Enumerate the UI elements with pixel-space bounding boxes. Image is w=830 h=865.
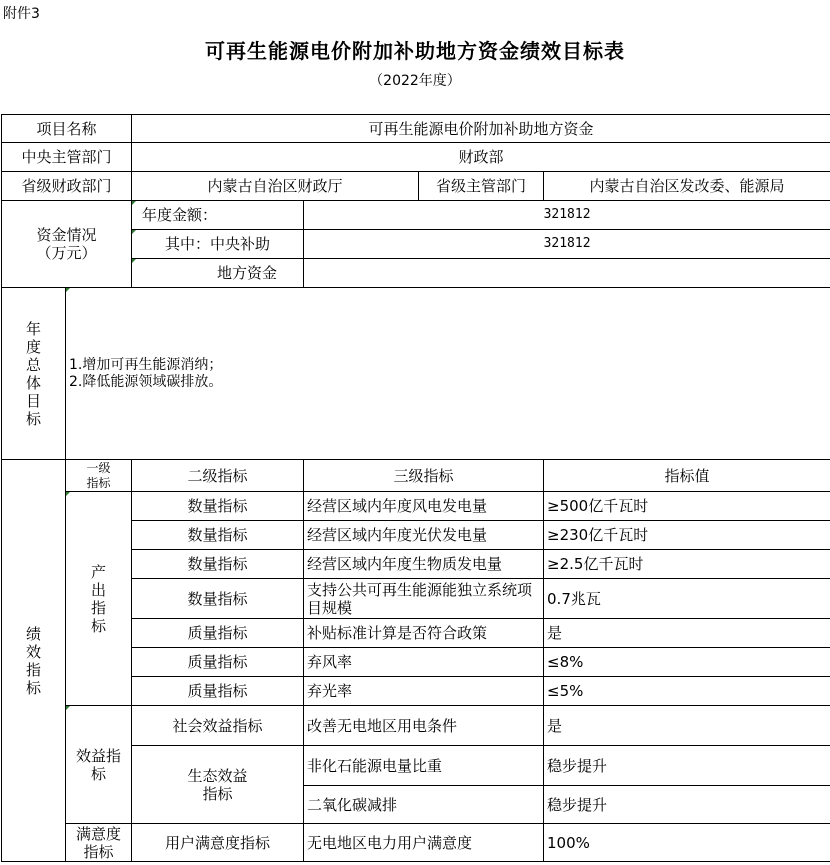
central-subsidy-value: 321812 <box>304 230 830 259</box>
level2-cell: 质量指标 <box>132 648 304 677</box>
overall-goal-content <box>66 288 830 460</box>
level3-cell: 补贴标准计算是否符合政策 <box>304 619 544 648</box>
level2-cell: 数量指标 <box>132 579 304 619</box>
table-row <box>2 824 830 862</box>
benefit-indicator-label: 效益指 标 <box>66 706 132 824</box>
funds-label <box>2 201 132 288</box>
project-row <box>2 115 830 143</box>
value-cell: ≥230亿千瓦时 <box>544 521 830 550</box>
level3-cell: 经营区域内年度光伏发电量 <box>304 521 544 550</box>
prov-finance-value: 内蒙古自治区财政厅 <box>132 172 419 201</box>
annual-amount-label: 年度金额： <box>132 201 304 230</box>
level2-cell: 质量指标 <box>132 677 304 706</box>
central-subsidy-label: 其中：中央补助 <box>132 230 304 259</box>
level2-cell: 用户满意度指标 <box>132 824 304 862</box>
central-dept-row <box>2 143 830 172</box>
goal-item: 1.增加可再生能源消纳； <box>69 356 223 373</box>
central-dept-value: 财政部 <box>132 143 830 172</box>
table-row <box>2 492 830 521</box>
level3-cell: 二氧化碳减排 <box>304 786 544 824</box>
level2-cell: 生态效益 指标 <box>132 746 304 824</box>
value-cell: ≥500亿千瓦时 <box>544 492 830 521</box>
value-cell: 稳步提升 <box>544 786 830 824</box>
prov-dept-label: 省级主管部门 <box>419 172 544 201</box>
satisfaction-indicator-label: 满意度 指标 <box>66 824 132 862</box>
local-funds-value <box>304 259 830 288</box>
level2-cell: 社会效益指标 <box>132 706 304 746</box>
header-level1: 一级 指标 <box>66 460 132 492</box>
value-cell: 0.7兆瓦 <box>544 579 830 619</box>
value-cell: ≥2.5亿千瓦时 <box>544 550 830 579</box>
prov-finance-label: 省级财政部门 <box>2 172 132 201</box>
table-row <box>2 706 830 746</box>
level3-cell: 弃光率 <box>304 677 544 706</box>
local-funds-label: 地方资金 <box>132 259 304 288</box>
central-dept-label: 中央主管部门 <box>2 143 132 172</box>
level3-cell: 支持公共可再生能源能独立系统项目规模 <box>304 579 544 619</box>
header-level2: 二级指标 <box>132 460 304 492</box>
value-cell: ≤8% <box>544 648 830 677</box>
performance-target-table <box>1 114 830 862</box>
provincial-row <box>2 172 830 201</box>
value-cell: ≤5% <box>544 677 830 706</box>
funds-label-line2: （万元） <box>36 244 97 262</box>
level3-cell: 经营区域内年度生物质发电量 <box>304 550 544 579</box>
level3-cell: 改善无电地区用电条件 <box>304 706 544 746</box>
value-cell: 100% <box>544 824 830 862</box>
overall-goal-label: 年 度 总 体 目 标 <box>2 288 66 460</box>
level3-cell: 经营区域内年度风电发电量 <box>304 492 544 521</box>
value-cell: 稳步提升 <box>544 746 830 786</box>
level3-cell: 非化石能源电量比重 <box>304 746 544 786</box>
performance-label: 绩 效 指 标 <box>2 460 66 862</box>
level3-cell: 弃风率 <box>304 648 544 677</box>
annex-label: 附件3 <box>3 6 40 22</box>
level3-cell: 无电地区电力用户满意度 <box>304 824 544 862</box>
value-cell: 是 <box>544 706 830 746</box>
year-label: （2022年度） <box>369 73 461 89</box>
header-value: 指标值 <box>544 460 830 492</box>
funds-label-line1: 资金情况 <box>36 226 97 244</box>
project-value: 可再生能源电价附加补助地方资金 <box>132 115 830 143</box>
funds-annual-row <box>2 201 830 230</box>
page-title: 可再生能源电价附加补助地方资金绩效目标表 <box>205 39 625 63</box>
annual-amount-value: 321812 <box>304 201 830 230</box>
level2-cell: 数量指标 <box>132 521 304 550</box>
overall-goal-row <box>2 288 830 460</box>
header-level3: 三级指标 <box>304 460 544 492</box>
level2-cell: 质量指标 <box>132 619 304 648</box>
level2-cell: 数量指标 <box>132 492 304 521</box>
output-indicator-label: 产 出 指 标 <box>66 492 132 706</box>
value-cell: 是 <box>544 619 830 648</box>
project-label: 项目名称 <box>2 115 132 143</box>
indicator-header-row <box>2 460 830 492</box>
level2-cell: 数量指标 <box>132 550 304 579</box>
goal-item: 2.降低能源领域碳排放。 <box>69 373 223 390</box>
prov-dept-value: 内蒙古自治区发改委、能源局 <box>544 172 830 201</box>
